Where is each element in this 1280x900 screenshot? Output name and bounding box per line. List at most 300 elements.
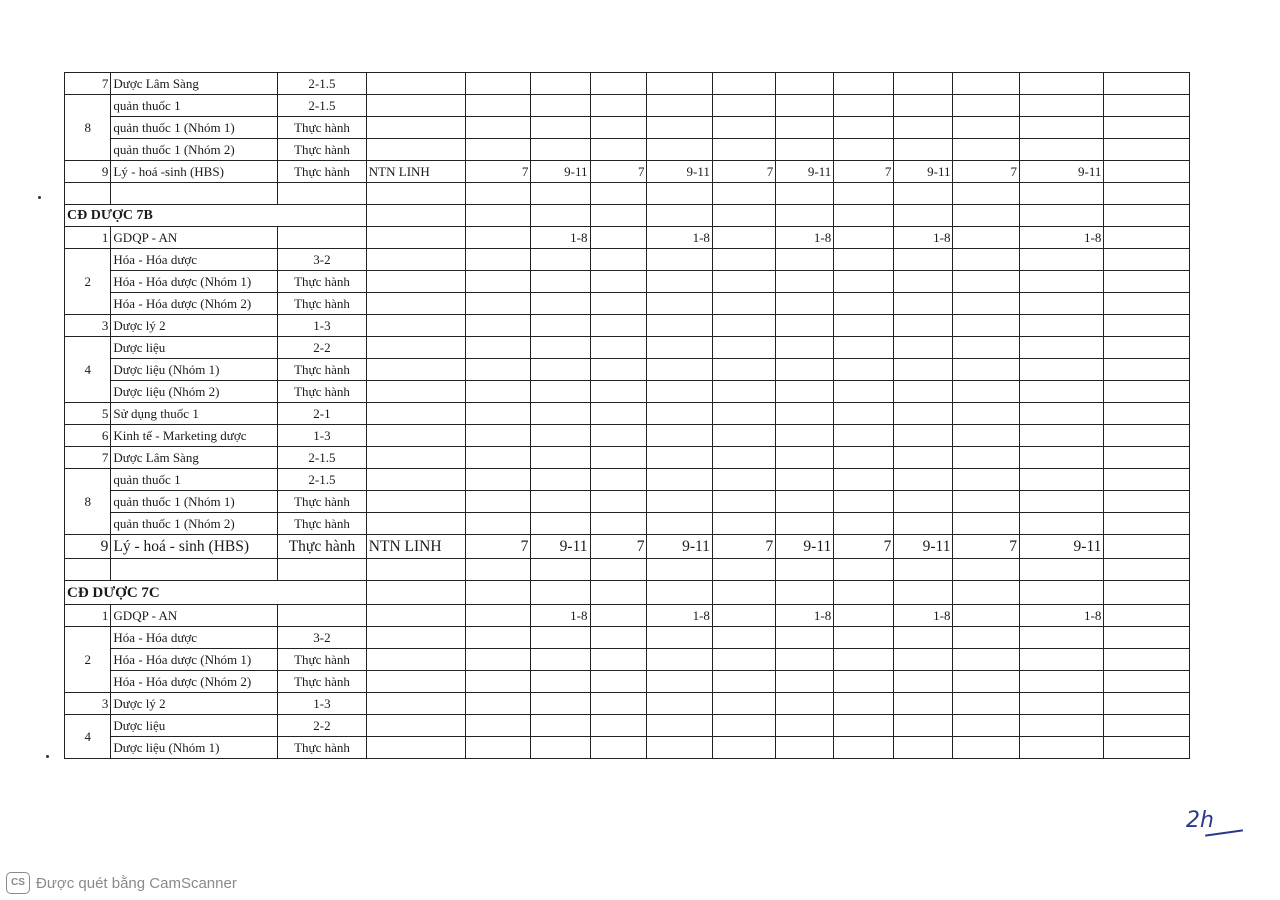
- room-cell: [953, 627, 1019, 649]
- room-cell: [834, 513, 894, 535]
- period-cell: [647, 271, 712, 293]
- subject-name: GDQP - AN: [111, 227, 278, 249]
- room-cell: [590, 469, 647, 491]
- empty-cell: [1019, 581, 1103, 605]
- period-cell: 1-8: [894, 227, 953, 249]
- table-row: [65, 381, 1190, 403]
- subject-type: Thực hành: [278, 491, 367, 513]
- period-cell: [647, 559, 712, 581]
- table-row: [65, 249, 1190, 271]
- empty-cell: [1104, 117, 1190, 139]
- room-cell: [590, 671, 647, 693]
- period-cell: [531, 73, 590, 95]
- period-cell: [531, 737, 590, 759]
- empty-cell: [1104, 205, 1190, 227]
- period-cell: [531, 337, 590, 359]
- period-cell: [776, 359, 834, 381]
- period-cell: 9-11: [1019, 535, 1103, 559]
- period-cell: [1019, 513, 1103, 535]
- room-cell: [465, 447, 530, 469]
- subject-type: Thực hành: [278, 271, 367, 293]
- room-cell: [953, 649, 1019, 671]
- room-cell: [590, 513, 647, 535]
- subject-name: quản thuốc 1 (Nhóm 2): [111, 139, 278, 161]
- room-cell: [590, 559, 647, 581]
- period-cell: [531, 249, 590, 271]
- empty-cell: [1104, 649, 1190, 671]
- subject-type: Thực hành: [278, 359, 367, 381]
- row-number: 9: [65, 535, 111, 559]
- room-cell: [953, 139, 1019, 161]
- room-cell: [712, 139, 775, 161]
- teacher-name: [366, 671, 465, 693]
- period-cell: [531, 693, 590, 715]
- teacher-name: [366, 737, 465, 759]
- table-row: [65, 73, 1190, 95]
- room-cell: [465, 227, 530, 249]
- room-cell: [590, 95, 647, 117]
- empty-cell: [465, 581, 530, 605]
- period-cell: [776, 671, 834, 693]
- empty-cell: [1104, 249, 1190, 271]
- subject-type: Thực hành: [278, 381, 367, 403]
- subject-type: Thực hành: [278, 671, 367, 693]
- period-cell: [776, 715, 834, 737]
- room-cell: [953, 469, 1019, 491]
- room-cell: [465, 315, 530, 337]
- room-cell: [953, 73, 1019, 95]
- room-cell: 7: [465, 161, 530, 183]
- room-cell: [712, 425, 775, 447]
- empty-cell: [531, 205, 590, 227]
- room-cell: [834, 469, 894, 491]
- room-cell: 7: [834, 535, 894, 559]
- period-cell: [894, 359, 953, 381]
- room-cell: [712, 271, 775, 293]
- period-cell: [894, 469, 953, 491]
- teacher-name: [366, 315, 465, 337]
- row-number: 8: [65, 469, 111, 535]
- teacher-name: [366, 293, 465, 315]
- room-cell: [834, 425, 894, 447]
- room-cell: [712, 227, 775, 249]
- room-cell: 7: [712, 161, 775, 183]
- period-cell: [776, 447, 834, 469]
- period-cell: [1019, 293, 1103, 315]
- period-cell: [894, 627, 953, 649]
- room-cell: [712, 95, 775, 117]
- room-cell: [712, 715, 775, 737]
- period-cell: [776, 425, 834, 447]
- period-cell: [1019, 315, 1103, 337]
- room-cell: 7: [712, 535, 775, 559]
- period-cell: [1019, 627, 1103, 649]
- room-cell: [953, 715, 1019, 737]
- period-cell: [647, 671, 712, 693]
- period-cell: [894, 271, 953, 293]
- table-row: [65, 693, 1190, 715]
- empty-cell: [776, 205, 834, 227]
- row-number: 7: [65, 73, 111, 95]
- period-cell: [1019, 381, 1103, 403]
- row-number: 4: [65, 337, 111, 403]
- table-row: [65, 403, 1190, 425]
- camscanner-watermark: [6, 872, 237, 894]
- subject-name: quản thuốc 1 (Nhóm 1): [111, 491, 278, 513]
- subject-name: Hóa - Hóa dược: [111, 627, 278, 649]
- empty-cell: [1104, 535, 1190, 559]
- empty-cell: [1104, 581, 1190, 605]
- subject-name: Kinh tế - Marketing dược: [111, 425, 278, 447]
- table-row: [65, 359, 1190, 381]
- room-cell: [712, 605, 775, 627]
- period-cell: [1019, 183, 1103, 205]
- room-cell: [465, 183, 530, 205]
- period-cell: [647, 513, 712, 535]
- empty-cell: [953, 205, 1019, 227]
- room-cell: [465, 249, 530, 271]
- room-cell: [590, 271, 647, 293]
- empty-cell: [1104, 139, 1190, 161]
- teacher-name: [366, 381, 465, 403]
- subject-name: Dược liệu (Nhóm 2): [111, 381, 278, 403]
- room-cell: [953, 337, 1019, 359]
- period-cell: [894, 381, 953, 403]
- empty-cell: [1104, 627, 1190, 649]
- period-cell: [776, 403, 834, 425]
- subject-type: [278, 227, 367, 249]
- room-cell: [953, 447, 1019, 469]
- empty-cell: [1104, 73, 1190, 95]
- subject-type: 2-2: [278, 715, 367, 737]
- room-cell: [834, 671, 894, 693]
- empty-cell: [1104, 513, 1190, 535]
- room-cell: [590, 183, 647, 205]
- empty-cell: [1104, 381, 1190, 403]
- room-cell: [953, 381, 1019, 403]
- teacher-name: [366, 337, 465, 359]
- period-cell: [776, 337, 834, 359]
- table-row: [65, 293, 1190, 315]
- subject-name: quản thuốc 1: [111, 469, 278, 491]
- period-cell: [1019, 425, 1103, 447]
- period-cell: [531, 403, 590, 425]
- room-cell: [953, 293, 1019, 315]
- subject-name: GDQP - AN: [111, 605, 278, 627]
- empty-cell: [647, 581, 712, 605]
- subject-name: Dược liệu (Nhóm 1): [111, 737, 278, 759]
- teacher-name: [366, 73, 465, 95]
- scan-speck: [46, 755, 49, 758]
- period-cell: [894, 337, 953, 359]
- subject-name: Hóa - Hóa dược (Nhóm 2): [111, 293, 278, 315]
- subject-type: Thực hành: [278, 513, 367, 535]
- period-cell: [531, 491, 590, 513]
- period-cell: [894, 425, 953, 447]
- teacher-name: [366, 605, 465, 627]
- empty-cell: [647, 205, 712, 227]
- period-cell: [1019, 139, 1103, 161]
- period-cell: [531, 381, 590, 403]
- subject-type: [278, 183, 367, 205]
- period-cell: [894, 183, 953, 205]
- empty-cell: [894, 581, 953, 605]
- row-number: 5: [65, 403, 111, 425]
- subject-name: Hóa - Hóa dược: [111, 249, 278, 271]
- period-cell: [647, 447, 712, 469]
- period-cell: [776, 559, 834, 581]
- empty-cell: [1104, 671, 1190, 693]
- table-row: [65, 491, 1190, 513]
- period-cell: [531, 117, 590, 139]
- room-cell: [465, 627, 530, 649]
- subject-name: Sử dụng thuốc 1: [111, 403, 278, 425]
- subject-name: Lý - hoá - sinh (HBS): [111, 535, 278, 559]
- room-cell: [953, 559, 1019, 581]
- period-cell: [531, 513, 590, 535]
- room-cell: [834, 693, 894, 715]
- period-cell: [531, 425, 590, 447]
- period-cell: [776, 95, 834, 117]
- room-cell: [953, 693, 1019, 715]
- teacher-name: [366, 139, 465, 161]
- room-cell: [953, 117, 1019, 139]
- period-cell: [531, 447, 590, 469]
- subject-type: 1-3: [278, 693, 367, 715]
- room-cell: [465, 381, 530, 403]
- room-cell: [590, 447, 647, 469]
- table-row: [65, 737, 1190, 759]
- row-number: [65, 183, 111, 205]
- period-cell: [894, 95, 953, 117]
- room-cell: [712, 183, 775, 205]
- teacher-name: [366, 425, 465, 447]
- row-number: 3: [65, 693, 111, 715]
- table-row: [65, 605, 1190, 627]
- period-cell: 1-8: [531, 605, 590, 627]
- room-cell: [712, 117, 775, 139]
- room-cell: [590, 715, 647, 737]
- period-cell: [776, 737, 834, 759]
- period-cell: [647, 183, 712, 205]
- period-cell: [894, 513, 953, 535]
- period-cell: [531, 469, 590, 491]
- period-cell: [531, 271, 590, 293]
- room-cell: 7: [590, 161, 647, 183]
- room-cell: [712, 469, 775, 491]
- room-cell: [590, 627, 647, 649]
- room-cell: [712, 359, 775, 381]
- subject-name: Hóa - Hóa dược (Nhóm 1): [111, 649, 278, 671]
- subject-name: quản thuốc 1: [111, 95, 278, 117]
- teacher-name: [366, 559, 465, 581]
- room-cell: [590, 737, 647, 759]
- period-cell: [1019, 403, 1103, 425]
- teacher-name: NTN LINH: [366, 535, 465, 559]
- period-cell: [776, 183, 834, 205]
- room-cell: [834, 95, 894, 117]
- table-row: [65, 535, 1190, 559]
- room-cell: [834, 381, 894, 403]
- empty-cell: [1104, 359, 1190, 381]
- room-cell: [590, 139, 647, 161]
- period-cell: [531, 627, 590, 649]
- period-cell: [776, 513, 834, 535]
- empty-cell: [712, 205, 775, 227]
- table-row: [65, 715, 1190, 737]
- period-cell: [647, 715, 712, 737]
- teacher-name: [366, 359, 465, 381]
- room-cell: [712, 559, 775, 581]
- period-cell: [647, 117, 712, 139]
- room-cell: [465, 605, 530, 627]
- period-cell: [531, 95, 590, 117]
- period-cell: [647, 737, 712, 759]
- empty-cell: [1104, 271, 1190, 293]
- room-cell: [590, 491, 647, 513]
- room-cell: [834, 139, 894, 161]
- room-cell: [590, 693, 647, 715]
- row-number: 8: [65, 95, 111, 161]
- room-cell: [712, 403, 775, 425]
- period-cell: [894, 671, 953, 693]
- room-cell: [712, 73, 775, 95]
- teacher-name: [366, 469, 465, 491]
- table-row: [65, 337, 1190, 359]
- period-cell: 1-8: [776, 605, 834, 627]
- period-cell: [1019, 95, 1103, 117]
- teacher-name: [366, 715, 465, 737]
- room-cell: [465, 403, 530, 425]
- subject-type: Thực hành: [278, 139, 367, 161]
- teacher-name: [366, 649, 465, 671]
- table-row: [65, 161, 1190, 183]
- teacher-name: [366, 513, 465, 535]
- room-cell: [953, 605, 1019, 627]
- period-cell: [1019, 337, 1103, 359]
- period-cell: 1-8: [776, 227, 834, 249]
- subject-name: [111, 559, 278, 581]
- row-number: 3: [65, 315, 111, 337]
- section-header-row: [65, 205, 1190, 227]
- section-title: CĐ DƯỢC 7B: [65, 205, 367, 227]
- period-cell: [776, 627, 834, 649]
- period-cell: [531, 139, 590, 161]
- room-cell: [465, 95, 530, 117]
- period-cell: [647, 95, 712, 117]
- subject-type: 2-1: [278, 403, 367, 425]
- table-row: [65, 469, 1190, 491]
- room-cell: [465, 117, 530, 139]
- room-cell: [834, 117, 894, 139]
- period-cell: [1019, 359, 1103, 381]
- subject-type: 1-3: [278, 425, 367, 447]
- subject-type: 3-2: [278, 249, 367, 271]
- period-cell: 1-8: [1019, 227, 1103, 249]
- subject-type: 2-2: [278, 337, 367, 359]
- empty-cell: [1104, 293, 1190, 315]
- row-number: [65, 559, 111, 581]
- room-cell: [712, 293, 775, 315]
- period-cell: [647, 315, 712, 337]
- period-cell: [776, 293, 834, 315]
- room-cell: [953, 315, 1019, 337]
- period-cell: [531, 183, 590, 205]
- period-cell: [894, 139, 953, 161]
- room-cell: 7: [953, 535, 1019, 559]
- empty-cell: [1104, 737, 1190, 759]
- room-cell: [953, 227, 1019, 249]
- period-cell: 9-11: [776, 161, 834, 183]
- period-cell: 9-11: [647, 535, 712, 559]
- room-cell: [953, 183, 1019, 205]
- room-cell: [834, 249, 894, 271]
- period-cell: [776, 271, 834, 293]
- period-cell: [1019, 715, 1103, 737]
- room-cell: [465, 693, 530, 715]
- period-cell: [894, 249, 953, 271]
- subject-name: Dược lý 2: [111, 315, 278, 337]
- empty-cell: [1104, 315, 1190, 337]
- room-cell: [712, 649, 775, 671]
- room-cell: [590, 315, 647, 337]
- period-cell: [647, 491, 712, 513]
- empty-cell: [712, 581, 775, 605]
- period-cell: [647, 649, 712, 671]
- room-cell: [590, 359, 647, 381]
- table-row: [65, 671, 1190, 693]
- row-number: 2: [65, 249, 111, 315]
- period-cell: [647, 73, 712, 95]
- room-cell: [465, 649, 530, 671]
- period-cell: [894, 559, 953, 581]
- room-cell: [465, 491, 530, 513]
- empty-cell: [1104, 469, 1190, 491]
- table-row: [65, 183, 1190, 205]
- room-cell: [834, 73, 894, 95]
- subject-name: Hóa - Hóa dược (Nhóm 1): [111, 271, 278, 293]
- room-cell: [834, 183, 894, 205]
- room-cell: 7: [953, 161, 1019, 183]
- empty-cell: [1104, 227, 1190, 249]
- period-cell: [531, 315, 590, 337]
- table-row: [65, 425, 1190, 447]
- period-cell: [1019, 559, 1103, 581]
- empty-cell: [1104, 403, 1190, 425]
- period-cell: [647, 293, 712, 315]
- room-cell: [590, 337, 647, 359]
- room-cell: [465, 559, 530, 581]
- row-number: 7: [65, 447, 111, 469]
- empty-cell: [1104, 491, 1190, 513]
- room-cell: [465, 737, 530, 759]
- room-cell: [712, 671, 775, 693]
- table-row: [65, 447, 1190, 469]
- row-number: 4: [65, 715, 111, 759]
- row-number: 2: [65, 627, 111, 693]
- table-row: [65, 95, 1190, 117]
- room-cell: [712, 627, 775, 649]
- room-cell: [712, 315, 775, 337]
- subject-type: Thực hành: [278, 535, 367, 559]
- period-cell: [1019, 117, 1103, 139]
- subject-type: 1-3: [278, 315, 367, 337]
- period-cell: 9-11: [894, 535, 953, 559]
- period-cell: [776, 315, 834, 337]
- room-cell: [953, 737, 1019, 759]
- room-cell: [834, 559, 894, 581]
- teacher-name: [366, 117, 465, 139]
